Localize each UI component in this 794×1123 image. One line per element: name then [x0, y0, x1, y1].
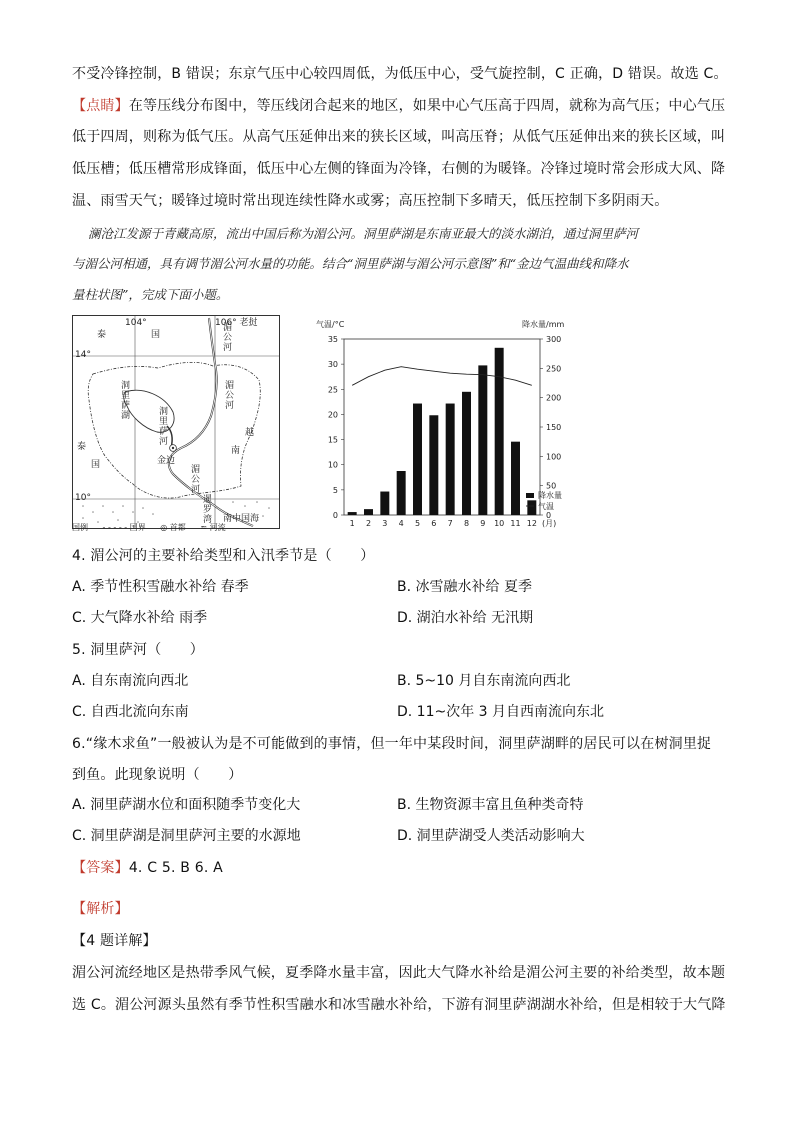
temp-tick-label: 25 [327, 385, 338, 395]
q6-option-d[interactable]: D. 洞里萨湖受人类活动影响大 [397, 828, 585, 844]
detail-line-1: 湄公河流经地区是热带季风气候，夏季降水量丰富，因此大气降水补给是湄公河主要的补给类型，故本题 [72, 965, 726, 981]
label-mekong-top: 湄公河 [221, 322, 231, 352]
chart-left-axis-label: 气温/°C [316, 320, 345, 329]
precip-bar [429, 415, 438, 515]
temp-tick-label: 15 [327, 435, 338, 445]
precip-bar [413, 404, 422, 515]
q5-stem: 5. 洞里萨河（ ） [72, 642, 205, 658]
precip-bar [380, 492, 389, 515]
precip-bar [446, 404, 455, 515]
label-thailand-1: 泰 [97, 330, 107, 340]
temperature-line [352, 367, 532, 386]
precip-bar [478, 365, 487, 515]
precip-bar [511, 442, 520, 515]
label-lat10: 10° [75, 493, 91, 503]
passage-line-2: 与湄公河相通，具有调节湄公河水量的功能。结合“洞里萨湖与湄公河示意图”和“金边气温曲线和降水 [72, 256, 629, 271]
tip-line-3: 低压槽；低压槽常形成锋面，低压中心左侧的锋面为冷锋，右侧的为暖锋。冷锋过境时常会形成大风、降 [72, 161, 726, 177]
month-label: 10 [494, 519, 505, 528]
precip-bar [364, 509, 373, 515]
q6-stem-2: 到鱼。此现象说明（ ） [72, 767, 243, 783]
temp-tick-label: 20 [327, 410, 338, 420]
detail-label: 【4 题详解】 [72, 933, 157, 949]
legend-capital-symbol: ◎ [160, 523, 168, 532]
q6-stem-1: 6.“缘木求鱼”一般被认为是不可能做到的事情，但一年中某段时间，洞里萨湖畔的居民可以在树洞里捉 [72, 736, 712, 752]
month-label: 3 [382, 519, 388, 528]
precip-tick-label: 200 [546, 393, 562, 403]
q5-option-d[interactable]: D. 11~次年 3 月自西南流向东北 [397, 704, 605, 720]
q4-option-b[interactable]: B. 冰雪融水补给 夏季 [397, 579, 532, 595]
q4-stem: 4. 湄公河的主要补给类型和入汛季节是（ ） [72, 548, 375, 564]
map-svg [73, 316, 279, 528]
label-river: 洞里萨河 [157, 406, 167, 446]
tip-line-1 [72, 96, 725, 116]
q6-option-a[interactable]: A. 洞里萨湖水位和面积随季节变化大 [72, 797, 301, 813]
label-viet-2: 南 [231, 446, 241, 456]
q5-option-a[interactable]: A. 自东南流向西北 [72, 673, 189, 689]
label-viet-1: 越 [245, 428, 255, 438]
temp-tick-label: 10 [327, 460, 338, 470]
legend-bar-swatch [526, 493, 534, 498]
legend-capital: 首都 [169, 523, 186, 532]
month-label: 7 [447, 519, 453, 528]
month-label: 1 [349, 519, 355, 528]
precip-tick-label: 150 [546, 423, 562, 432]
precip-bar [397, 471, 406, 515]
q6-option-c[interactable]: C. 洞里萨湖是洞里萨河主要的水源地 [72, 828, 301, 844]
passage-line-1: 澜沧江发源于青藏高原，流出中国后称为湄公河。洞里萨湖是东南亚最大的淡水湖泊，通过洞里萨河 [88, 226, 639, 241]
legend-bar-label: 降水量 [538, 491, 562, 500]
precip-tick-label: 300 [546, 335, 562, 344]
q5-option-c[interactable]: C. 自西北流向东南 [72, 704, 189, 720]
label-thailand-2: 国 [151, 330, 161, 340]
answer-line [72, 858, 223, 878]
analysis-label: 【解析】 [72, 901, 129, 917]
precip-bar [495, 348, 504, 515]
q4-option-d[interactable]: D. 湖泊水补给 无汛期 [397, 610, 534, 626]
label-thailand-4: 国 [91, 460, 101, 470]
legend-river: 河流 [209, 523, 226, 532]
label-lat14: 14° [75, 350, 91, 360]
month-label: 4 [398, 519, 404, 528]
month-label: 11 [510, 519, 521, 528]
month-label: 12 [526, 519, 537, 528]
x-unit-label: (月) [542, 519, 557, 528]
precip-bar [527, 500, 536, 515]
q4-option-a[interactable]: A. 季节性积雪融水补给 春季 [72, 579, 249, 595]
label-south-sea: 南中国海 [223, 514, 260, 524]
legend-border-symbol: - - - - - [102, 523, 128, 532]
month-label: 6 [431, 519, 437, 528]
label-mekong-mid: 湄公河 [223, 380, 233, 410]
label-phnompenh: 金边 [157, 456, 176, 466]
precip-tick-label: 100 [546, 452, 562, 462]
intro-line: 不受冷锋控制，B 错误；东京气压中心较四周低，为低压中心，受气旋控制，C 正确，D 错误。故选 C。 [72, 66, 728, 82]
temp-tick-label: 0 [332, 511, 338, 520]
tip-label: 【点睛】 [72, 98, 129, 114]
month-label: 5 [414, 519, 421, 528]
precip-bar [348, 512, 357, 515]
tip-text-1: 在等压线分布图中，等压线闭合起来的地区，如果中心气压高于四周，就称为高气压；中心气压 [128, 98, 726, 114]
chart-frame [344, 339, 540, 515]
label-lake: 洞里萨湖 [119, 380, 129, 420]
answer-text: 4. C 5. B 6. A [128, 860, 223, 876]
precip-tick-label: 250 [546, 364, 562, 374]
tip-line-2: 低于四周，则称为低气压。从高气压延伸出来的狭长区域，叫高压脊；从低气压延伸出来的狭长区域，叫 [72, 129, 726, 145]
climate-chart [300, 315, 590, 537]
label-thailand-3: 泰 [77, 442, 87, 452]
label-lon104: 104° [125, 318, 147, 328]
cambodia-border [88, 362, 260, 498]
legend-border: 国界 [129, 523, 146, 532]
label-lon106: 106° 老挝 [215, 318, 258, 328]
q5-option-b[interactable]: B. 5~10 月自东南流向西北 [397, 673, 571, 689]
legend-line-label: 气温 [538, 502, 554, 511]
precip-tick-label: 50 [546, 481, 557, 491]
detail-line-2: 选 C。湄公河源头虽然有季节性积雪融水和冰雪融水补给，下游有洞里萨湖湖水补给，但是相较于大气降 [72, 997, 726, 1013]
precip-tick-label: 0 [546, 511, 552, 520]
month-label: 9 [480, 519, 486, 528]
label-mekong-low: 湄公河 [189, 464, 199, 494]
mekong-map [72, 315, 280, 529]
precip-bar [462, 392, 471, 515]
month-label: 2 [365, 519, 372, 528]
label-gulf: 暹罗湾 [201, 494, 211, 524]
passage-line-3: 量柱状图”，完成下面小题。 [72, 287, 229, 302]
answer-label: 【答案】 [72, 860, 129, 876]
legend-country: 国例 [72, 523, 88, 532]
temp-tick-label: 5 [332, 485, 338, 495]
month-label: 8 [463, 519, 470, 528]
temp-tick-label: 30 [327, 360, 338, 370]
legend-river-symbol: ≈ [200, 523, 208, 532]
chart-right-axis-label: 降水量/mm [522, 320, 565, 329]
temp-tick-label: 35 [327, 335, 338, 344]
q4-option-c[interactable]: C. 大气降水补给 雨季 [72, 610, 208, 626]
tip-line-4: 温、雨雪天气；暖锋过境时常出现连续性降水或雾；高压控制下多晴天，低压控制下多阴雨天。 [72, 193, 669, 209]
map-legend [72, 522, 226, 533]
q6-option-b[interactable]: B. 生物资源丰富且鱼种类奇特 [397, 797, 584, 813]
